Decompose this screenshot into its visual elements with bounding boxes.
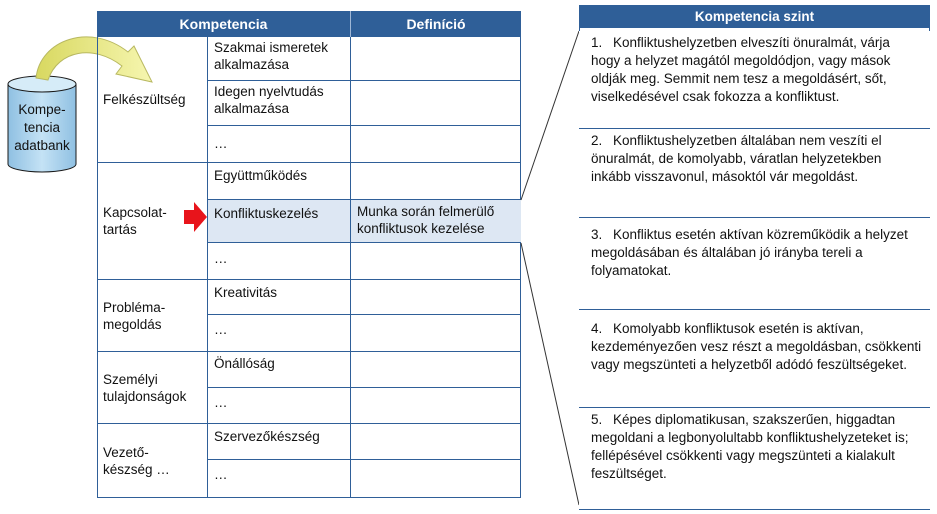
group-label: Kapcsolat- tartás xyxy=(103,205,167,237)
group-label: Felkészültség xyxy=(103,92,186,107)
group-label: Probléma- megoldás xyxy=(103,299,166,332)
level-number: 2. xyxy=(591,133,603,148)
competency-item: Szakmai ismeretek alkalmazása xyxy=(208,37,351,80)
level-number: 1. xyxy=(591,35,603,50)
group-label: Személyi tulajdonságok xyxy=(103,371,187,404)
level-panel-header: Kompetencia szint xyxy=(579,5,930,28)
level-item-5 xyxy=(579,408,930,509)
competency-item: … xyxy=(208,315,351,351)
competency-item: … xyxy=(208,388,351,423)
competency-item: Önállóság xyxy=(208,352,351,387)
level-item-2 xyxy=(579,129,930,218)
competency-item: Együttműködés xyxy=(208,163,351,199)
level-number: 3. xyxy=(591,227,603,242)
definition-cell-highlighted: Munka során felmerülő konfliktusok kezelése xyxy=(357,204,495,236)
level-item-4 xyxy=(579,310,930,408)
competency-item: … xyxy=(208,243,351,279)
level-text: Konfliktushelyzetben általában nem veszíti el önuralmát, de komolyabb, váratlan helyzetekben inkább visszavonul, másoktól vár megoldást. xyxy=(591,133,882,184)
competency-item: Szervezőkészség xyxy=(208,424,351,459)
competency-item: … xyxy=(208,126,351,162)
competency-item: Kreativitás xyxy=(208,280,351,314)
level-text: Komolyabb konfliktusok esetén is aktívan, kezdeményezően vesz részt a megoldásban, csökkenti vagy megszünteti a helyzetből adódó feszültségeket. xyxy=(591,321,922,372)
level-number: 4. xyxy=(591,321,603,336)
level-text: Konfliktus esetén aktívan közreműködik a helyzet megoldásában és általában jó irányba tereli a folyamatokat. xyxy=(591,227,908,278)
level-item-3 xyxy=(579,218,930,310)
competency-item: Idegen nyelvtudás alkalmazása xyxy=(208,81,351,125)
group-label: Vezető- készség … xyxy=(103,444,170,477)
level-text: Konfliktushelyzetben elveszíti önuralmát, várja hogy a helyzet magától megoldódjon, vagy mások oldják meg. Semmit nem tesz a megoldásért, sőt, viselkedésével csak fokozza a konfliktust. xyxy=(591,35,891,104)
competency-item-highlighted: Konfliktuskezelés xyxy=(208,200,351,242)
level-text: Képes diplomatikusan, szakszerűen, higgadtan megoldani a legbonyolultabb konfliktushelyzeteket is; fellépésével csökkenti vagy megszünteti a kialakult feszültséget. xyxy=(591,412,909,481)
level-item-1 xyxy=(579,31,930,129)
database-label: Kompe- tencia adatbank xyxy=(14,102,70,153)
level-number: 5. xyxy=(591,412,603,427)
competency-item: … xyxy=(208,460,351,497)
header-competency: Kompetencia xyxy=(97,11,351,37)
header-definition: Definíció xyxy=(351,11,521,37)
